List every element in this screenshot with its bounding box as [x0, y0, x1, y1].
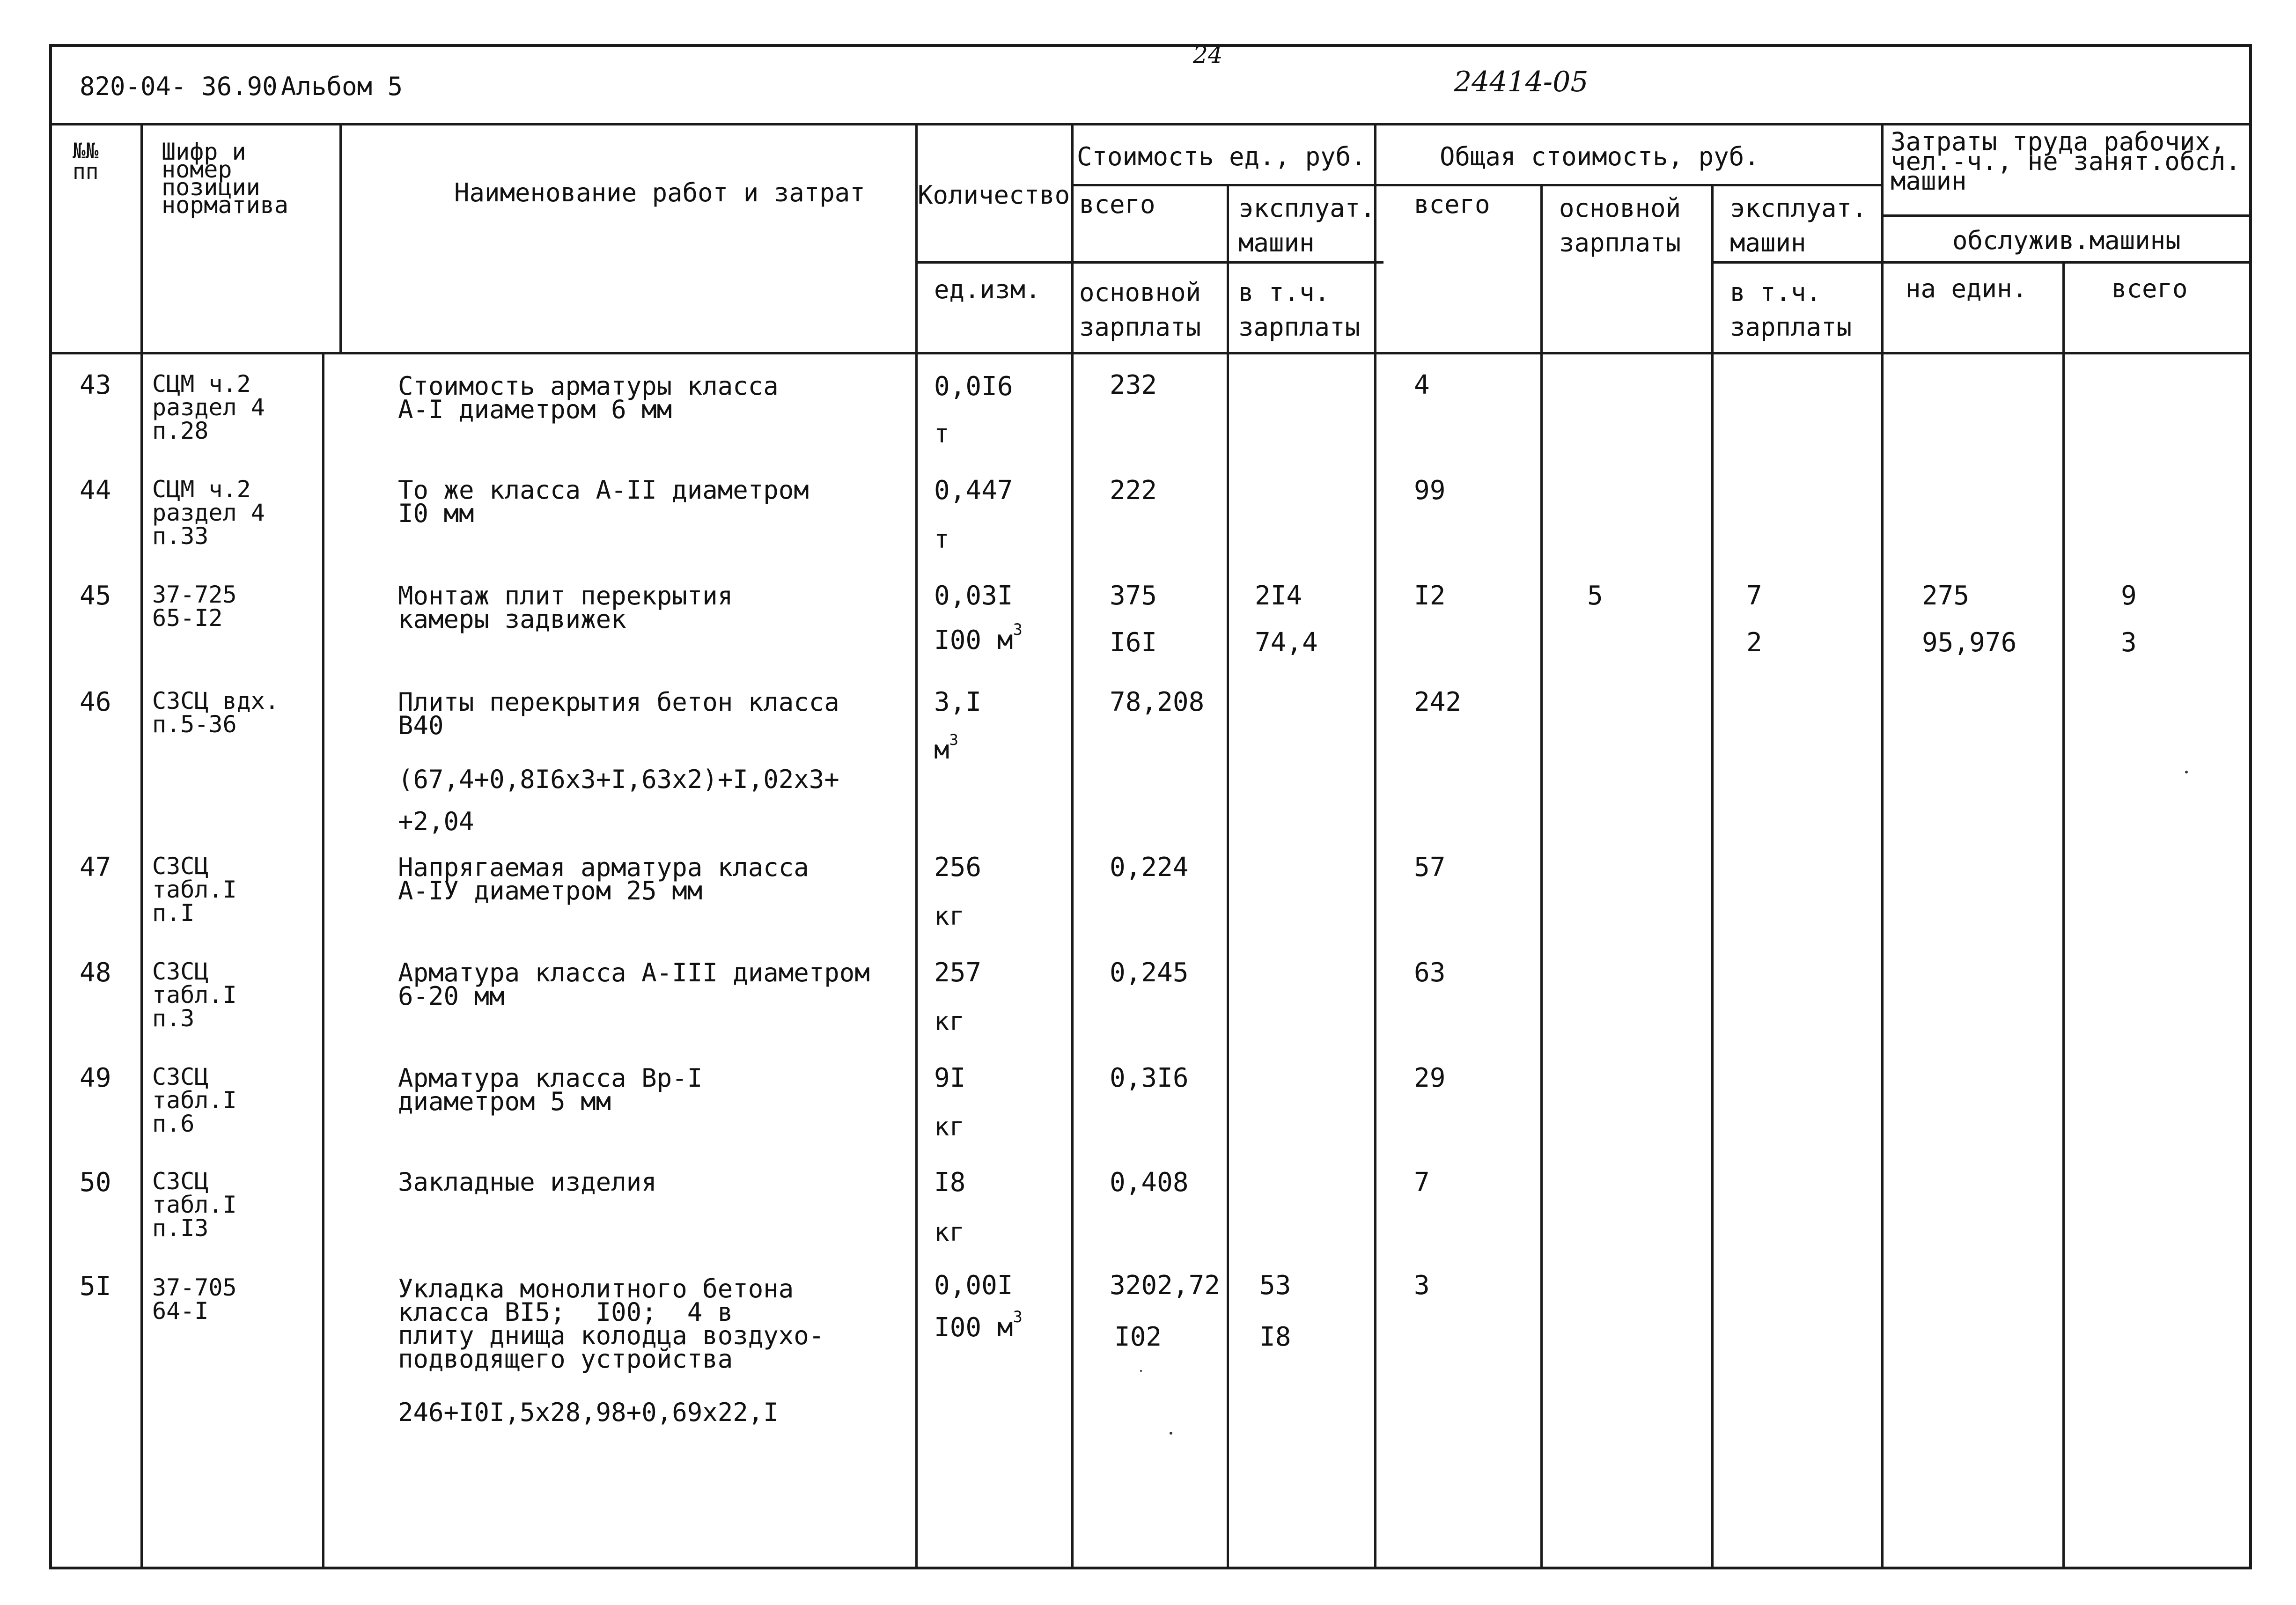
row-code: СЗСЦ табл.I п.6 [152, 1063, 237, 1137]
cost-subheader-rule [1071, 184, 1881, 186]
row-unit: $м^3$ [934, 730, 959, 765]
row-code: СЗСЦ табл.I п.I [152, 853, 237, 927]
row-unit-cost-total: 0,3I6 [1110, 1063, 1189, 1093]
header-labor: Затраты труда рабочих, чел.-ч., не занят.обсл. машин [1891, 127, 2241, 196]
row-unit: кг [934, 901, 965, 931]
header-labor-total: всего [2112, 274, 2188, 303]
row-number: 5I [80, 1271, 111, 1302]
header-bottom-rule [49, 352, 2252, 354]
row-code: СЦМ ч.2 раздел 4 п.28 [152, 370, 265, 444]
row-number: 50 [80, 1167, 111, 1198]
row-formula: (67,4+0,8I6x3+I,63x2)+I,02x3+ +2,04 [398, 765, 839, 836]
row-qty: I8 [934, 1167, 966, 1198]
row-name: Укладка монолитного бетона класса ВI5; I00; 4 в плиту днища колодца воздухо- подводящего устройства [398, 1274, 824, 1374]
row-name: То же класса А-II диаметром I0 мм [398, 475, 809, 528]
row-unit: кг [934, 1112, 965, 1141]
header-unit-cost: Стоимость ед., руб. [1077, 142, 1366, 171]
row-total-cost: I2 [1414, 581, 1446, 611]
row-code: СЗСЦ табл.I п.3 [152, 958, 237, 1032]
row-unit: кг [934, 1007, 965, 1036]
row-total-cost: 3 [1414, 1270, 1430, 1301]
row-qty: 3,I [934, 687, 982, 717]
row-labor-machines-total: 3 [2121, 627, 2137, 658]
row-unit-cost-total: 0,224 [1110, 852, 1189, 883]
row-code: 37-725 65-I2 [152, 581, 237, 632]
row-total-machine-wages: 2 [1746, 627, 1762, 658]
header-labor-machines: обслужив.машины [1952, 226, 2181, 255]
row-code: СЦМ ч.2 раздел 4 п.33 [152, 476, 265, 550]
col-divider-4 [1071, 123, 1074, 1569]
header-unit: ед.изм. [934, 275, 1041, 304]
row-number: 43 [80, 370, 111, 400]
row-unit-cost-total: 0,245 [1110, 957, 1189, 988]
header-total-cost-machine-wages: в т.ч. зарплаты [1730, 278, 1852, 342]
row-unit-cost-wages: I02 [1114, 1322, 1162, 1352]
row-total-cost: 242 [1414, 687, 1462, 717]
row-name: Напрягаемая арматура класса А-IУ диаметром 25 мм [398, 853, 809, 906]
row-total-cost: 7 [1414, 1167, 1430, 1198]
row-total-wages: 5 [1587, 581, 1603, 611]
row-number: 48 [80, 957, 111, 988]
header-code: Шифр и номер позиции норматива [162, 138, 288, 219]
col-divider-9 [1881, 123, 1884, 1569]
row-total-machines: 7 [1746, 581, 1762, 611]
col-divider-1 [140, 123, 143, 1569]
col-divider-6 [1374, 123, 1376, 1569]
labor-row-rule [1711, 261, 2252, 264]
row-unit-cost-total: 222 [1110, 475, 1157, 506]
row-unit-cost-machine-wages: 74,4 [1255, 627, 1318, 658]
header-total-cost-total: всего [1414, 190, 1490, 219]
page-number: 24 [1193, 41, 1223, 68]
row-number: 47 [80, 852, 111, 883]
row-unit-cost-total: 232 [1110, 370, 1157, 400]
row-qty: 257 [934, 957, 982, 988]
row-code: СЗСЦ табл.I п.I3 [152, 1168, 237, 1242]
header-num: №№ пп [73, 138, 99, 184]
scan-speck [2185, 771, 2188, 773]
row-number: 45 [80, 581, 111, 611]
header-total-cost-machines: эксплуат. машин [1730, 193, 1867, 258]
header-unit-cost-wages: основной зарплаты [1079, 278, 1201, 342]
row-qty: 9I [934, 1063, 966, 1093]
header-qty: Количество [918, 180, 1070, 210]
row-name: Арматура класса А-III диаметром 6-20 мм [398, 958, 870, 1011]
row-total-cost: 4 [1414, 370, 1430, 400]
row-unit: I00 $м^3$ [934, 1307, 1023, 1343]
row-unit: т [934, 419, 949, 449]
row-qty: 0,447 [934, 475, 1013, 506]
document-code: 820-04- 36.90 [80, 72, 278, 101]
header-top-rule [49, 123, 2252, 125]
col-divider-8 [1711, 184, 1714, 1569]
row-name: Арматура класса Вр-I диаметром 5 мм [398, 1063, 703, 1116]
row-labor-per-unit: 275 [1922, 581, 1970, 611]
row-qty: 0,00I [934, 1270, 1013, 1301]
col-divider-5 [1227, 184, 1229, 1569]
row-unit: I00 $м^3$ [934, 620, 1023, 655]
row-unit-cost-total: 375 [1110, 581, 1157, 611]
col-divider-7 [1540, 184, 1543, 1569]
row-unit-cost-wages: I6I [1110, 627, 1157, 658]
row-name: Монтаж плит перекрытия камеры задвижек [398, 581, 733, 634]
col-divider-10 [2062, 261, 2065, 1569]
row-unit-cost-machines: 53 [1259, 1270, 1291, 1301]
row-name: Закладные изделия [398, 1167, 657, 1197]
scan-speck [1170, 1432, 1172, 1435]
row-number: 44 [80, 475, 111, 506]
header-unit-cost-machines: эксплуат. машин [1238, 193, 1376, 258]
header-labor-per-unit: на един. [1906, 274, 2028, 303]
header-total-cost: Общая стоимость, руб. [1440, 142, 1759, 171]
row-code: 37-705 64-I [152, 1274, 237, 1325]
row-total-cost: 99 [1414, 475, 1446, 506]
row-number: 46 [80, 687, 111, 717]
row-labor-total: 9 [2121, 581, 2137, 611]
scan-speck [1140, 1370, 1142, 1372]
row-code: СЗСЦ вдх. п.5-36 [152, 687, 279, 738]
row-total-cost: 57 [1414, 852, 1446, 883]
row-qty: 0,03I [934, 581, 1013, 611]
document-stamp: 24414-05 [1454, 66, 1589, 98]
row-unit-cost-total: 78,208 [1110, 687, 1205, 717]
row-qty: 256 [934, 852, 982, 883]
row-total-cost: 29 [1414, 1063, 1446, 1093]
row-total-cost: 63 [1414, 957, 1446, 988]
row-unit-cost-total: 3202,72 [1110, 1270, 1221, 1301]
col-divider-2b [322, 352, 324, 1569]
row-name: Стоимость арматуры класса А-I диаметром 6 мм [398, 371, 779, 424]
album-label: Альбом 5 [281, 72, 403, 101]
row-unit-cost-total: 0,408 [1110, 1167, 1189, 1198]
col-divider-2a [339, 123, 342, 353]
header-unit-cost-total: всего [1079, 190, 1155, 219]
row-unit: т [934, 524, 949, 554]
row-name: Плиты перекрытия бетон класса В40 [398, 687, 839, 740]
header-unit-cost-machine-wages: в т.ч. зарплаты [1238, 278, 1361, 342]
row-unit-cost-machines: 2I4 [1255, 581, 1303, 611]
header-name: Наименование работ и затрат [454, 178, 865, 207]
row-labor-machines-per-unit: 95,976 [1922, 627, 2017, 658]
row-formula: 246+I0I,5x28,98+0,69x22,I [398, 1398, 779, 1427]
col-divider-3 [915, 123, 918, 1569]
row-unit: кг [934, 1217, 965, 1247]
unit-row-rule [915, 261, 1383, 264]
row-number: 49 [80, 1063, 111, 1093]
row-unit-cost-machine-wages: I8 [1259, 1322, 1291, 1352]
labor-subheader-rule [1881, 214, 2252, 217]
row-qty: 0,0I6 [934, 371, 1013, 402]
header-total-cost-wages: основной зарплаты [1559, 193, 1681, 258]
